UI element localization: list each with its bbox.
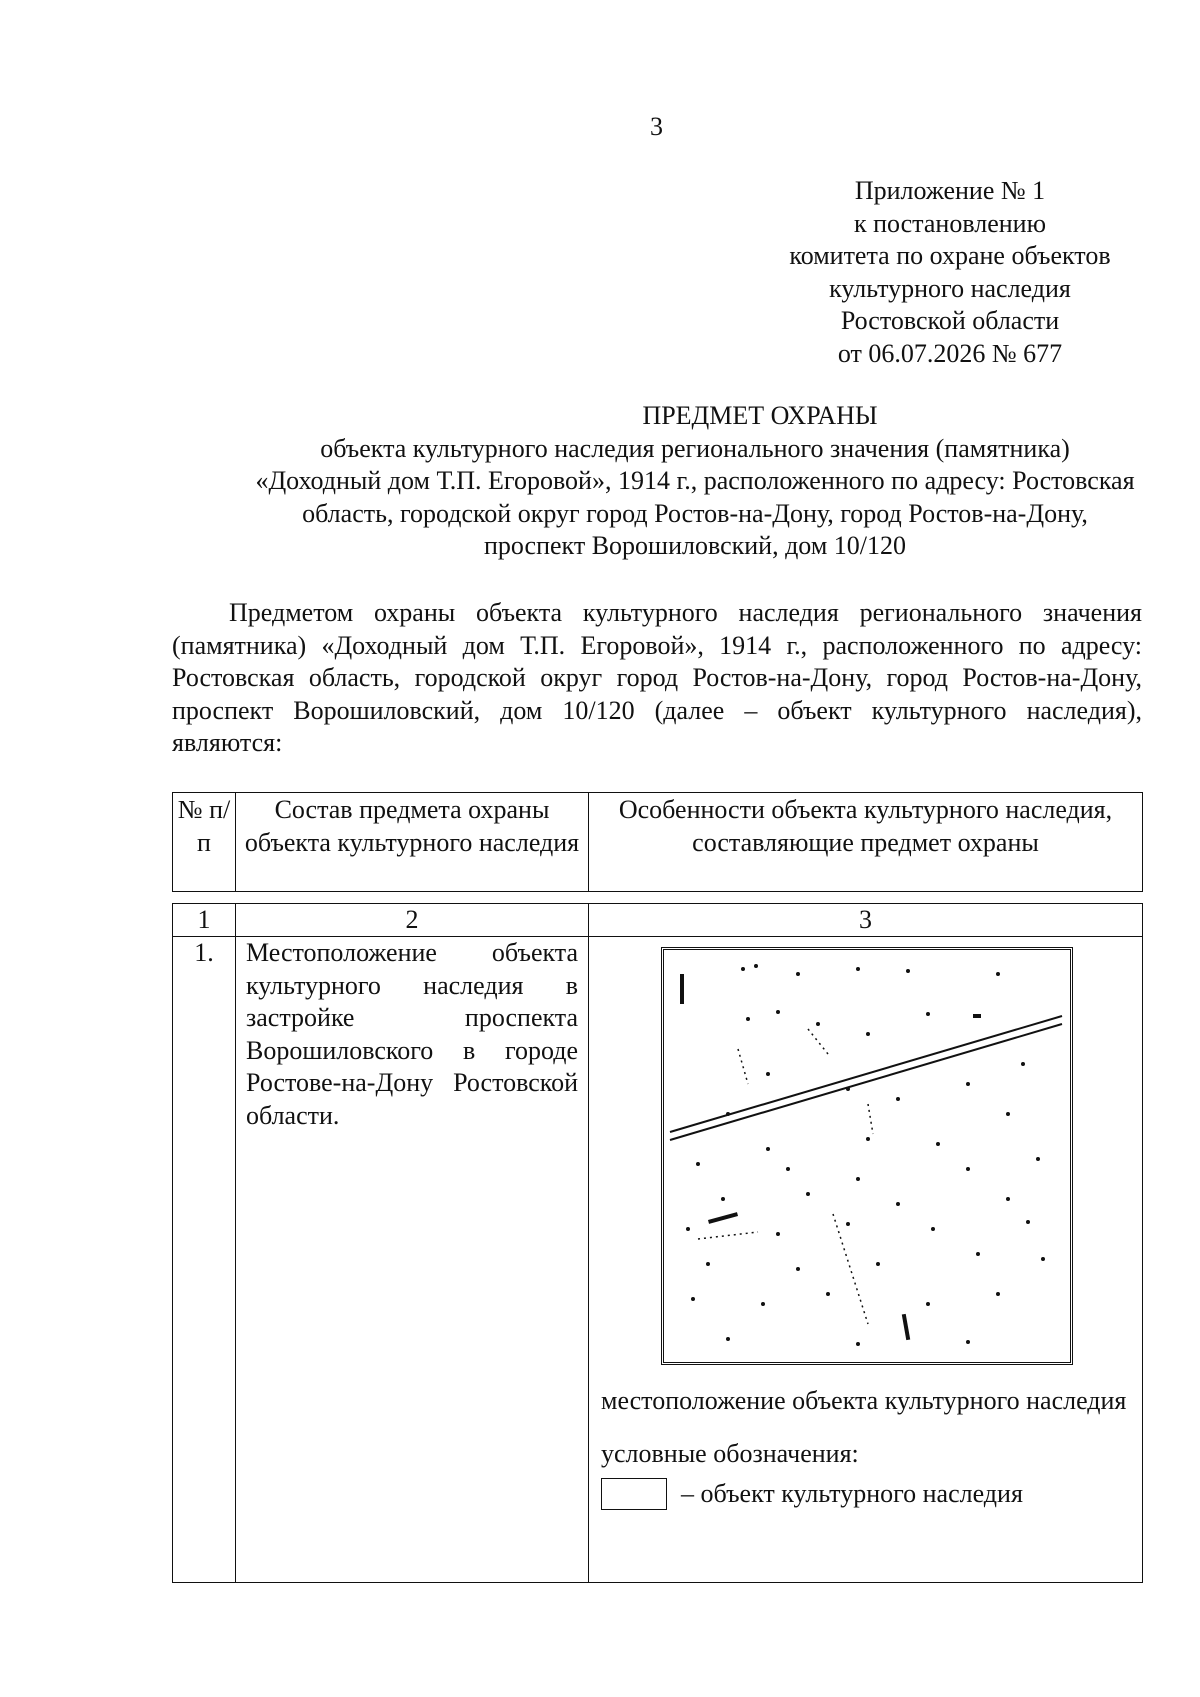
column-number-row (173, 904, 1143, 937)
column-number: 2 (236, 904, 589, 937)
annex-line: к постановлению (853, 208, 1047, 238)
table-row (173, 937, 1143, 1583)
composition-text: Местоположение объекта культурного наследия в застройке проспекта Ворошиловского в городе Ростове-на-Дону Ростовской области. (246, 938, 578, 1130)
title-line: «Доходный дом Т.П. Егоровой», 1914 г., расположенного по адресу: Ростовская (255, 466, 1135, 495)
page-number: 3 (650, 112, 663, 141)
annex-line: Приложение № 1 (854, 176, 1046, 205)
annex-line: культурного наследия (829, 273, 1071, 303)
annex-line: от 06.07.2026 № 677 (837, 338, 1063, 368)
row-number: 1. (173, 937, 236, 1583)
title-line: область, городской округ город Ростов-на-Дону, город Ростов-на-Дону, (302, 498, 1088, 528)
title-heading: ПРЕДМЕТ ОХРАНЫ (642, 401, 878, 430)
row-composition-cell (236, 937, 589, 1583)
annex-line: Ростовской области (840, 306, 1060, 335)
intro-text: Предметом охраны объекта культурного наследия регионального значения (памятника) «Доходный дом Т.П. Егоровой», 1914 г., расположенного по адресу: Ростовская область, городской округ город Ростов-на-Дону, город Ростов-на-Дону, проспект Ворошиловский, дом 10/120 (далее – объект культурного наследия), являются: (172, 598, 1142, 757)
header-features: Особенности объекта культурного наследия, составляющие предмет охраны (589, 793, 1143, 892)
legend-swatch (601, 1478, 667, 1510)
location-map (661, 947, 1073, 1365)
annex-line: комитета по охране объектов (789, 241, 1111, 270)
title-line: объекта культурного наследия регионального значения (памятника) (320, 433, 1070, 463)
legend-title: условные обозначения: (601, 1438, 859, 1468)
map-caption: местоположение объекта культурного наследия (601, 1386, 1127, 1415)
row-features-cell (589, 937, 1143, 1583)
header-composition: Состав предмета охраны объекта культурного наследия (236, 793, 589, 892)
map-drawing (668, 954, 1066, 1358)
header-number: № п/п (173, 793, 236, 892)
intro-paragraph (172, 597, 1142, 760)
document-title (165, 400, 1200, 563)
legend-label: – объект культурного наследия (681, 1479, 1023, 1508)
legend-item (589, 1470, 1142, 1511)
annex-header (700, 175, 1200, 370)
title-line: проспект Ворошиловский, дом 10/120 (484, 531, 906, 560)
body-table (172, 903, 1143, 1583)
header-table (172, 792, 1143, 892)
column-number: 3 (589, 904, 1143, 937)
column-number: 1 (173, 904, 236, 937)
